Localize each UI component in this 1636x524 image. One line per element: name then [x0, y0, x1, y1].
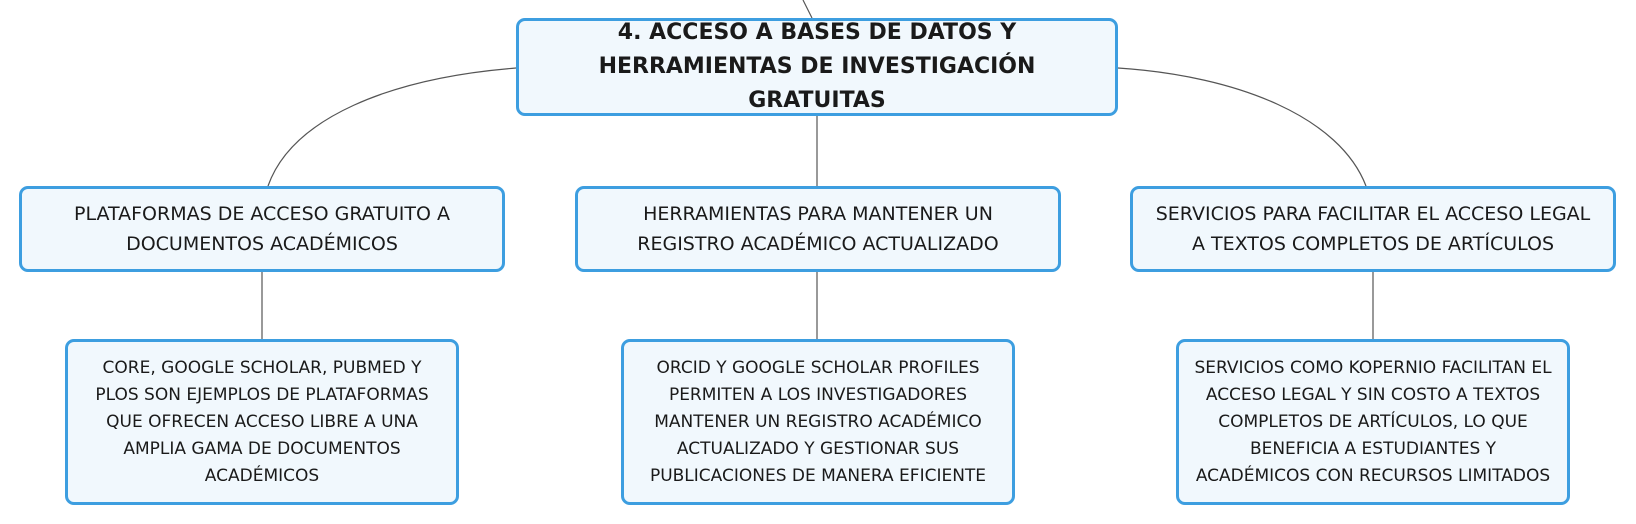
- branch-topic-label: SERVICIOS PARA FACILITAR EL ACCESO LEGAL A TEXTOS COMPLETOS DE ARTÍCULOS: [1155, 203, 1591, 255]
- detail-topic-label: ORCID Y GOOGLE SCHOLAR PROFILES PERMITEN A LOS INVESTIGADORES MANTENER UN REGISTRO ACADÉMICO ACTUALIZADO Y GESTIONAR SUS PUBLICACIONES DE MANERA EFICIENTE: [649, 357, 987, 486]
- branch-topic-platforms[interactable]: [19, 186, 505, 272]
- detail-topic-label: CORE, GOOGLE SCHOLAR, PUBMED Y PLOS SON EJEMPLOS DE PLATAFORMAS QUE OFRECEN ACCESO LIBRE A UNA AMPLIA GAMA DE DOCUMENTOS ACADÉMICOS: [95, 357, 429, 486]
- branch-topic-services[interactable]: [1130, 186, 1616, 272]
- root-topic-label: 4. ACCESO A BASES DE DATOS Y HERRAMIENTAS DE INVESTIGACIÓN GRATUITAS: [598, 20, 1036, 113]
- detail-topic-tools[interactable]: [621, 339, 1015, 505]
- root-topic[interactable]: [516, 18, 1118, 116]
- branch-topic-label: HERRAMIENTAS PARA MANTENER UN REGISTRO ACADÉMICO ACTUALIZADO: [637, 203, 999, 255]
- detail-topic-platforms[interactable]: [65, 339, 459, 505]
- detail-topic-label: SERVICIOS COMO KOPERNIO FACILITAN EL ACCESO LEGAL Y SIN COSTO A TEXTOS COMPLETOS DE ARTÍCULOS, LO QUE BENEFICIA A ESTUDIANTES Y ACADÉMICOS CON RECURSOS LIMITADOS: [1194, 357, 1552, 486]
- branch-topic-tools[interactable]: [575, 186, 1061, 272]
- detail-topic-services[interactable]: [1176, 339, 1570, 505]
- branch-topic-label: PLATAFORMAS DE ACCESO GRATUITO A DOCUMENTOS ACADÉMICOS: [73, 203, 451, 255]
- connector-root-to-branch-3: [1118, 68, 1366, 186]
- connector-root-to-branch-1: [268, 68, 516, 186]
